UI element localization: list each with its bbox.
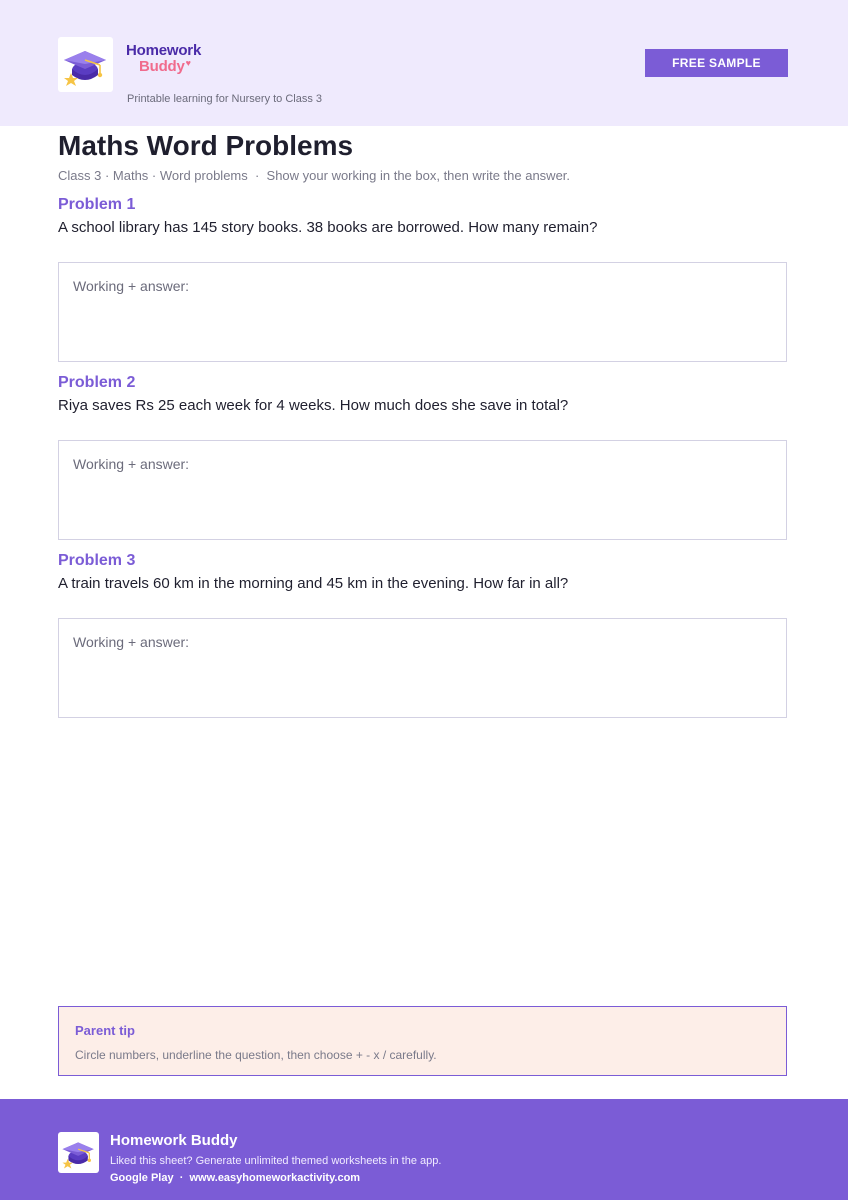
- parent-tip-text: Circle numbers, underline the question, then choose + - x / carefully.: [75, 1048, 437, 1062]
- footer-links: [110, 1172, 360, 1184]
- page-header: [0, 0, 848, 126]
- google-play-link[interactable]: Google Play: [110, 1172, 174, 1184]
- problem-1: [58, 196, 787, 362]
- graduation-cap-icon: [58, 37, 113, 92]
- answer-label: Working + answer:: [73, 456, 190, 472]
- answer-label: Working + answer:: [73, 278, 190, 294]
- problem-question: Riya saves Rs 25 each week for 4 weeks. How much does she save in total?: [58, 397, 569, 414]
- heart-icon: ♥: [185, 58, 191, 68]
- footer-title: Homework Buddy: [110, 1132, 238, 1149]
- footer-separator: ·: [179, 1172, 184, 1184]
- brand-name-top: Homework: [126, 42, 202, 59]
- problem-question: A train travels 60 km in the morning and 45 km in the evening. How far in all?: [58, 575, 569, 592]
- problem-3: [58, 552, 787, 718]
- answer-label: Working + answer:: [73, 634, 190, 650]
- free-sample-badge: FREE SAMPLE: [645, 49, 788, 77]
- problem-label: Problem 2: [58, 374, 136, 391]
- problem-2: [58, 374, 787, 540]
- answer-box[interactable]: [58, 440, 787, 540]
- brand-logo-text: [126, 43, 201, 74]
- website-link[interactable]: www.easyhomeworkactivity.com: [189, 1172, 361, 1184]
- problem-label: Problem 1: [58, 196, 136, 213]
- parent-tip-box: [58, 1006, 787, 1076]
- parent-tip-title: Parent tip: [75, 1023, 135, 1038]
- page-title: Maths Word Problems: [58, 130, 354, 161]
- answer-box[interactable]: [58, 262, 787, 362]
- page-footer: [0, 1099, 848, 1200]
- brand-name-bottom: Buddy: [139, 58, 185, 75]
- problem-question: A school library has 145 story books. 38 books are borrowed. How many remain?: [58, 219, 598, 236]
- answer-box[interactable]: [58, 618, 787, 718]
- problem-label: Problem 3: [58, 552, 136, 569]
- footer-text: Liked this sheet? Generate unlimited themed worksheets in the app.: [110, 1155, 442, 1167]
- worksheet-subtitle: Class 3 · Maths · Word problems · Show your working in the box, then write the answer.: [58, 168, 571, 183]
- tagline: Printable learning for Nursery to Class 3: [127, 93, 323, 105]
- graduation-cap-icon: [58, 1132, 99, 1173]
